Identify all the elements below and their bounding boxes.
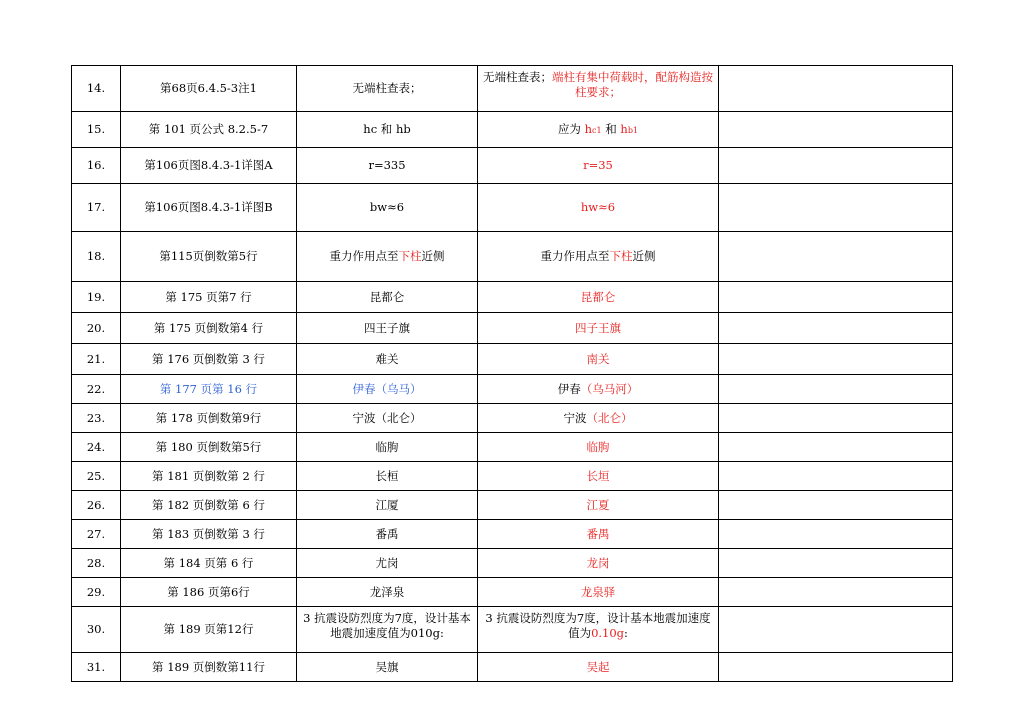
table-row <box>72 184 953 232</box>
location-text: 第 178 页倒数第9行 <box>155 410 262 425</box>
notes-cell <box>719 433 953 462</box>
corrected-text-part: 和 <box>601 121 621 136</box>
location-cell <box>121 282 297 313</box>
row-number: 31. <box>86 659 106 674</box>
row-number: 25. <box>86 468 106 483</box>
row-number-cell <box>72 148 121 184</box>
row-number: 24. <box>86 439 106 454</box>
row-number: 15. <box>86 122 106 136</box>
corrected-text-part: 番禺 <box>586 526 610 541</box>
corrected-text-part: : <box>624 626 628 640</box>
row-number: 27. <box>86 526 106 541</box>
corrected-text-part: 龙岗 <box>586 555 610 570</box>
original-text: 无端柱查表； <box>352 81 422 95</box>
location-text: 第 177 页第 16 行 <box>159 381 258 396</box>
original-text: 吴旗 <box>375 659 399 674</box>
row-number: 29. <box>86 584 106 599</box>
corrected-text-cell <box>478 313 719 344</box>
errata-table <box>71 65 953 682</box>
row-number: 17. <box>86 200 106 214</box>
location-text: 第 186 页第6行 <box>167 584 250 599</box>
original-text-part: 近侧 <box>421 249 445 263</box>
original-text-cell <box>297 491 478 520</box>
corrected-text-part: b1 <box>627 125 639 135</box>
location-cell <box>121 462 297 491</box>
corrected-text-cell <box>478 653 719 682</box>
original-text: 番禹 <box>375 526 399 541</box>
location-cell <box>121 520 297 549</box>
original-text-cell <box>297 282 478 313</box>
row-number-cell <box>72 66 121 112</box>
location-text: 第68页6.4.5-3注1 <box>160 81 257 95</box>
corrected-text-part: 下柱 <box>609 249 633 263</box>
row-number: 23. <box>86 410 106 425</box>
original-text-cell <box>297 112 478 148</box>
location-cell <box>121 313 297 344</box>
location-cell <box>121 549 297 578</box>
location-cell <box>121 404 297 433</box>
row-number-cell <box>72 313 121 344</box>
corrected-text-cell <box>478 404 719 433</box>
row-number-cell <box>72 232 121 282</box>
notes-cell <box>719 549 953 578</box>
original-text-cell <box>297 578 478 607</box>
table-row <box>72 148 953 184</box>
original-text-cell <box>297 462 478 491</box>
corrected-text-cell <box>478 520 719 549</box>
row-number-cell <box>72 520 121 549</box>
location-text: 第 175 页倒数第4 行 <box>153 320 264 335</box>
row-number-cell <box>72 462 121 491</box>
row-number: 18. <box>86 249 106 263</box>
original-text: bw≈6 <box>369 200 405 214</box>
location-cell <box>121 578 297 607</box>
corrected-text-part: 伊春 <box>557 381 581 396</box>
original-text-cell <box>297 148 478 184</box>
corrected-text-part: 昆都仑 <box>580 289 616 304</box>
notes-cell <box>719 148 953 184</box>
location-text: 第115页倒数第5行 <box>159 249 258 263</box>
corrected-text-part: 宁波 <box>563 410 587 425</box>
corrected-text-part: 临朐 <box>586 439 610 454</box>
row-number: 16. <box>86 158 106 172</box>
row-number: 20. <box>86 320 106 335</box>
location-text: 第 180 页倒数第5行 <box>155 439 262 454</box>
location-cell <box>121 653 297 682</box>
original-text-cell <box>297 549 478 578</box>
row-number-cell <box>72 344 121 375</box>
original-text: 难关 <box>375 351 399 366</box>
table-row <box>72 112 953 148</box>
corrected-text-cell <box>478 148 719 184</box>
row-number: 21. <box>86 351 106 366</box>
table-row <box>72 578 953 607</box>
original-text-cell <box>297 66 478 112</box>
notes-cell <box>719 232 953 282</box>
notes-cell <box>719 313 953 344</box>
table-row <box>72 313 953 344</box>
corrected-text-cell <box>478 66 719 112</box>
corrected-text-part: 长垣 <box>586 468 610 483</box>
corrected-text-part: 四子王旗 <box>575 320 621 335</box>
row-number-cell <box>72 549 121 578</box>
corrected-text-cell <box>478 433 719 462</box>
notes-cell <box>719 520 953 549</box>
location-cell <box>121 232 297 282</box>
location-cell <box>121 344 297 375</box>
notes-cell <box>719 607 953 653</box>
corrected-text-part: 江夏 <box>586 497 610 512</box>
original-text: 长桓 <box>375 468 399 483</box>
table-row <box>72 653 953 682</box>
corrected-text-cell <box>478 491 719 520</box>
original-text: r=335 <box>368 158 406 172</box>
table-row <box>72 520 953 549</box>
location-text: 第 182 页倒数第 6 行 <box>152 497 265 512</box>
row-number: 28. <box>86 555 106 570</box>
original-text-cell <box>297 344 478 375</box>
original-text: 宁波（北仑） <box>352 410 422 425</box>
corrected-text-cell <box>478 282 719 313</box>
table-row <box>72 344 953 375</box>
corrected-text-part: h <box>584 121 593 136</box>
row-number-cell <box>72 607 121 653</box>
original-text-cell <box>297 184 478 232</box>
location-text: 第106页图8.4.3-1详图A <box>144 158 273 172</box>
corrected-text-cell <box>478 578 719 607</box>
notes-cell <box>719 112 953 148</box>
notes-cell <box>719 184 953 232</box>
corrected-text-part: 近侧 <box>632 249 656 263</box>
corrected-text-part: 0.10g <box>591 626 625 640</box>
row-number-cell <box>72 433 121 462</box>
original-text: hc 和 hb <box>363 122 411 136</box>
corrected-text-cell <box>478 184 719 232</box>
original-text: 龙泽泉 <box>369 584 405 599</box>
row-number: 30. <box>86 622 106 636</box>
corrected-text-cell <box>478 232 719 282</box>
original-text: 昆都仑 <box>369 289 405 304</box>
notes-cell <box>719 375 953 404</box>
original-text: 江厦 <box>375 497 399 512</box>
row-number-cell <box>72 112 121 148</box>
row-number: 22. <box>86 381 106 396</box>
corrected-text-part: 无端柱查表； <box>483 70 552 84</box>
corrected-text-part: （乌马河） <box>580 381 639 396</box>
row-number-cell <box>72 491 121 520</box>
row-number-cell <box>72 184 121 232</box>
notes-cell <box>719 66 953 112</box>
row-number-cell <box>72 578 121 607</box>
original-text-cell <box>297 313 478 344</box>
corrected-text-part: （北仑） <box>586 410 633 425</box>
table-row <box>72 404 953 433</box>
location-text: 第 189 页倒数第11行 <box>152 659 265 674</box>
notes-cell <box>719 344 953 375</box>
corrected-text-part: 吴起 <box>586 659 610 674</box>
location-text: 第 176 页倒数第 3 行 <box>152 351 265 366</box>
notes-cell <box>719 404 953 433</box>
original-text: 四王子旗 <box>364 320 410 335</box>
location-text: 第 184 页第 6 行 <box>163 555 254 570</box>
location-cell <box>121 491 297 520</box>
original-text-cell <box>297 653 478 682</box>
table-row <box>72 282 953 313</box>
location-text: 第 175 页第7 行 <box>165 289 252 304</box>
corrected-text-cell <box>478 462 719 491</box>
location-text: 第106页图8.4.3-1详图B <box>144 200 273 214</box>
notes-cell <box>719 653 953 682</box>
corrected-text-cell <box>478 375 719 404</box>
original-text-part: 重力作用点至 <box>329 249 399 263</box>
table-row <box>72 607 953 653</box>
corrected-text-part: h <box>620 121 628 136</box>
original-text-cell <box>297 520 478 549</box>
corrected-text-cell <box>478 112 719 148</box>
location-cell <box>121 375 297 404</box>
location-text: 第 189 页第12行 <box>163 622 254 636</box>
original-text-cell <box>297 433 478 462</box>
location-cell <box>121 184 297 232</box>
corrected-text-part: c1 <box>592 125 602 135</box>
table-row <box>72 375 953 404</box>
table-row <box>72 549 953 578</box>
original-text-part: 下柱 <box>398 249 422 263</box>
row-number-cell <box>72 375 121 404</box>
location-text: 第 183 页倒数第 3 行 <box>152 526 265 541</box>
table-row <box>72 462 953 491</box>
corrected-text-part: 端柱有集中荷载时，配筋构造按柱要求； <box>552 70 713 99</box>
original-text: 伊春（乌马） <box>352 381 422 396</box>
row-number-cell <box>72 653 121 682</box>
location-text: 第 101 页公式 8.2.5-7 <box>148 122 269 136</box>
row-number: 26. <box>86 497 106 512</box>
location-cell <box>121 607 297 653</box>
notes-cell <box>719 462 953 491</box>
corrected-text-part: 应为 <box>557 121 585 136</box>
table-row <box>72 491 953 520</box>
table-row <box>72 66 953 112</box>
errata-table-body <box>72 66 953 682</box>
row-number: 14. <box>86 81 106 95</box>
corrected-text-cell <box>478 549 719 578</box>
original-text: 尤岗 <box>375 555 399 570</box>
corrected-text-part: 龙泉驿 <box>580 584 616 599</box>
original-text: 临朐 <box>375 439 399 454</box>
corrected-text-cell <box>478 607 719 653</box>
location-cell <box>121 112 297 148</box>
corrected-text-part: 南关 <box>586 351 610 366</box>
row-number: 19. <box>86 289 106 304</box>
corrected-text-part: 重力作用点至 <box>540 249 610 263</box>
row-number-cell <box>72 404 121 433</box>
original-text: 3 抗震设防烈度为7度，设计基本地震加速度值为010g: <box>303 611 471 640</box>
notes-cell <box>719 578 953 607</box>
corrected-text-part: 3 抗震设防烈度为7度，设计基本地震加速度值为 <box>485 611 711 640</box>
notes-cell <box>719 491 953 520</box>
original-text-cell <box>297 375 478 404</box>
table-row <box>72 433 953 462</box>
location-text: 第 181 页倒数第 2 行 <box>152 468 265 483</box>
original-text-cell <box>297 232 478 282</box>
original-text-cell <box>297 404 478 433</box>
corrected-text-cell <box>478 344 719 375</box>
corrected-text-part: hw≈6 <box>580 200 616 214</box>
location-cell <box>121 66 297 112</box>
row-number-cell <box>72 282 121 313</box>
location-cell <box>121 433 297 462</box>
table-row <box>72 232 953 282</box>
corrected-text-part: r=35 <box>583 158 613 172</box>
notes-cell <box>719 282 953 313</box>
original-text-cell <box>297 607 478 653</box>
location-cell <box>121 148 297 184</box>
